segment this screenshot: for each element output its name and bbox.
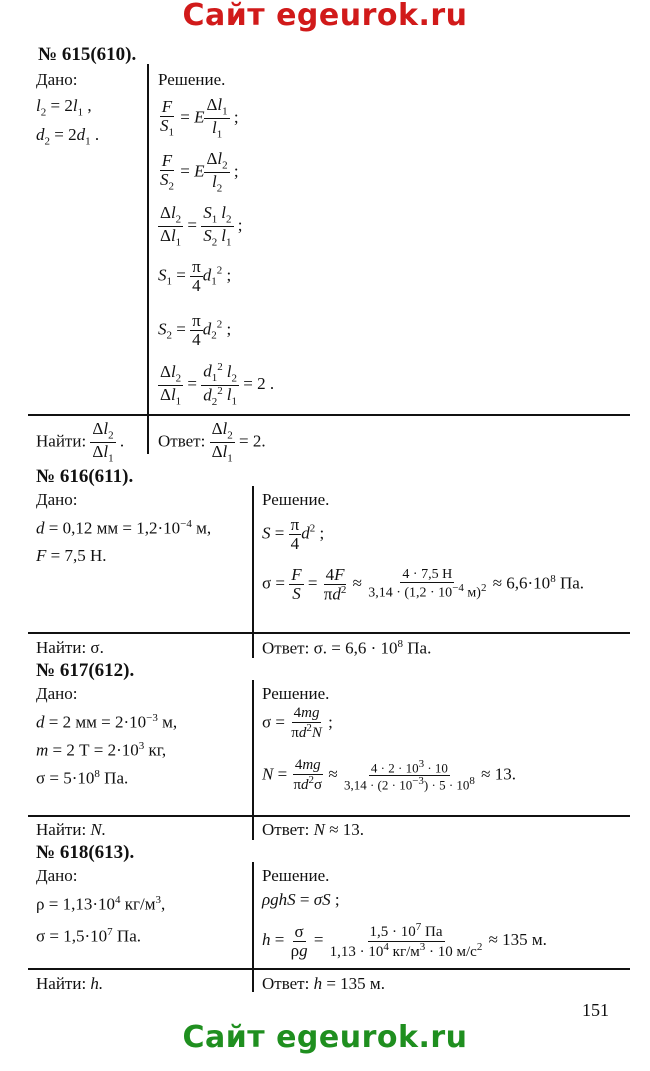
given-615-d: $d_2 = 2d_1$ . bbox=[36, 125, 100, 148]
problem-617-title: № 617(612). bbox=[36, 660, 135, 681]
given-616-f: F = 7,5 Н. bbox=[36, 546, 107, 565]
find-615: Найти: $\frac{\Delta l_2}{\Delta l_1}$ . bbox=[36, 419, 125, 465]
eq-618-2: h = $\frac{\sigma}{\rho g}$ = $\frac{1,5 \cdot 10^7 Па}{1,13 \cdot 10^4 кг/м^3 \cdot 10 м/с^2}$ ≈ 135 м. bbox=[262, 921, 547, 960]
answer-616: Ответ: σ. = $6,6 \cdot 10^8$ Па. bbox=[262, 638, 432, 658]
given-label-617: Дано: bbox=[36, 684, 78, 703]
given-label-615: Дано: bbox=[36, 70, 78, 89]
eq-616-2: σ = $\frac{F}{S}$ = $\frac{4F}{\pi d^2}$ ≈ $\frac{4 \cdot 7,5 Н}{3,14 \cdot (1,2 \cdot 10^{-4} м)^2}$ ≈ $6,6\cdot 10^8$ Па. bbox=[262, 565, 585, 604]
eq-615-1: $\frac{F}{S_1}$ = E $\frac{\Delta l_1}{l_1}$ ; bbox=[160, 95, 239, 141]
rule-617 bbox=[28, 815, 630, 817]
answer-618: Ответ: h = 135 м. bbox=[262, 974, 385, 993]
problem-616-title: № 616(611). bbox=[36, 466, 134, 487]
solution-label-617: Решение. bbox=[262, 684, 330, 703]
answer-615: Ответ: $\frac{\Delta l_2}{\Delta l_1}$ = 2. bbox=[158, 419, 266, 465]
given-label-616: Дано: bbox=[36, 490, 78, 509]
given-label-618: Дано: bbox=[36, 866, 78, 885]
given-616-d: d = 0,12 мм = $1,2\cdot 10^{-4}$ м, bbox=[36, 518, 212, 538]
given-617-sigma: $\sigma = 5\cdot 10^8$ Па. bbox=[36, 768, 129, 788]
given-617-d: d = 2 мм = $2\cdot 10^{-3}$ м, bbox=[36, 712, 178, 732]
given-617-m: m = 2 $Т = 2\cdot 10^3$ кг, bbox=[36, 740, 167, 760]
eq-618-1: ρghS = σS ; bbox=[262, 890, 340, 909]
given-618-sigma: $\sigma = 1,5\cdot 10^7$ Па. bbox=[36, 926, 141, 946]
find-617: Найти: N. bbox=[36, 820, 107, 839]
site-footer: Сайт egeurok.ru bbox=[182, 1020, 468, 1055]
eq-615-6: $\frac{\Delta l_2}{\Delta l_1}$ = $\frac{d_1^2}{d_2^2}$ $\frac{l_2}{l_1}$ = 2 . bbox=[160, 361, 275, 408]
eq-616-1: S = $\frac{\pi}{4}$ $d^2$ ; bbox=[262, 515, 325, 553]
solution-label-615: Решение. bbox=[158, 70, 226, 89]
rule-616 bbox=[28, 632, 630, 634]
divider-615 bbox=[147, 64, 149, 454]
eq-615-4: $S_1$ = $\frac{\pi}{4}$ $d_1^2$ ; bbox=[158, 257, 232, 295]
solution-label-616: Решение. bbox=[262, 490, 330, 509]
eq-615-2: $\frac{F}{S_2}$ = E $\frac{\Delta l_2}{l_2}$ ; bbox=[160, 149, 239, 195]
eq-615-5: $S_2$ = $\frac{\pi}{4}$ $d_2^2$ ; bbox=[158, 311, 232, 349]
given-618-rho: $\rho = 1,13\cdot 10^4$ $кг/м^3$, bbox=[36, 894, 166, 914]
solution-label-618: Решение. bbox=[262, 866, 330, 885]
given-615-l: $l_2 = 2l_1$ , bbox=[36, 96, 92, 119]
rule-615 bbox=[28, 414, 630, 416]
find-616: Найти: σ. bbox=[36, 638, 104, 657]
eq-615-3: $\frac{\Delta l_2}{\Delta l_1}$ = $\frac{S_1}{S_2}$ $\frac{l_2}{l_1}$ ; bbox=[160, 203, 243, 249]
rule-618 bbox=[28, 968, 630, 970]
divider-618 bbox=[252, 862, 254, 992]
answer-617: Ответ: N ≈ 13. bbox=[262, 820, 365, 839]
eq-617-1: σ = $\frac{4mg}{\pi d^2N}$ ; bbox=[262, 705, 333, 741]
problem-618-title: № 618(613). bbox=[36, 842, 135, 863]
eq-617-2: N = $\frac{4mg}{\pi d^2\sigma}$ ≈ $\frac{4 \cdot 2 \cdot 10^3 \cdot 10}{3,14 \cdot (2 \cdot 10^{-3}) \cdot 5 \cdot 10^8}$ ≈ 13. bbox=[262, 757, 517, 793]
page-number: 151 bbox=[582, 1000, 609, 1020]
site-header: Сайт egeurok.ru bbox=[182, 0, 468, 33]
find-618: Найти: h. bbox=[36, 974, 104, 993]
problem-615-title: № 615(610). bbox=[38, 44, 137, 65]
